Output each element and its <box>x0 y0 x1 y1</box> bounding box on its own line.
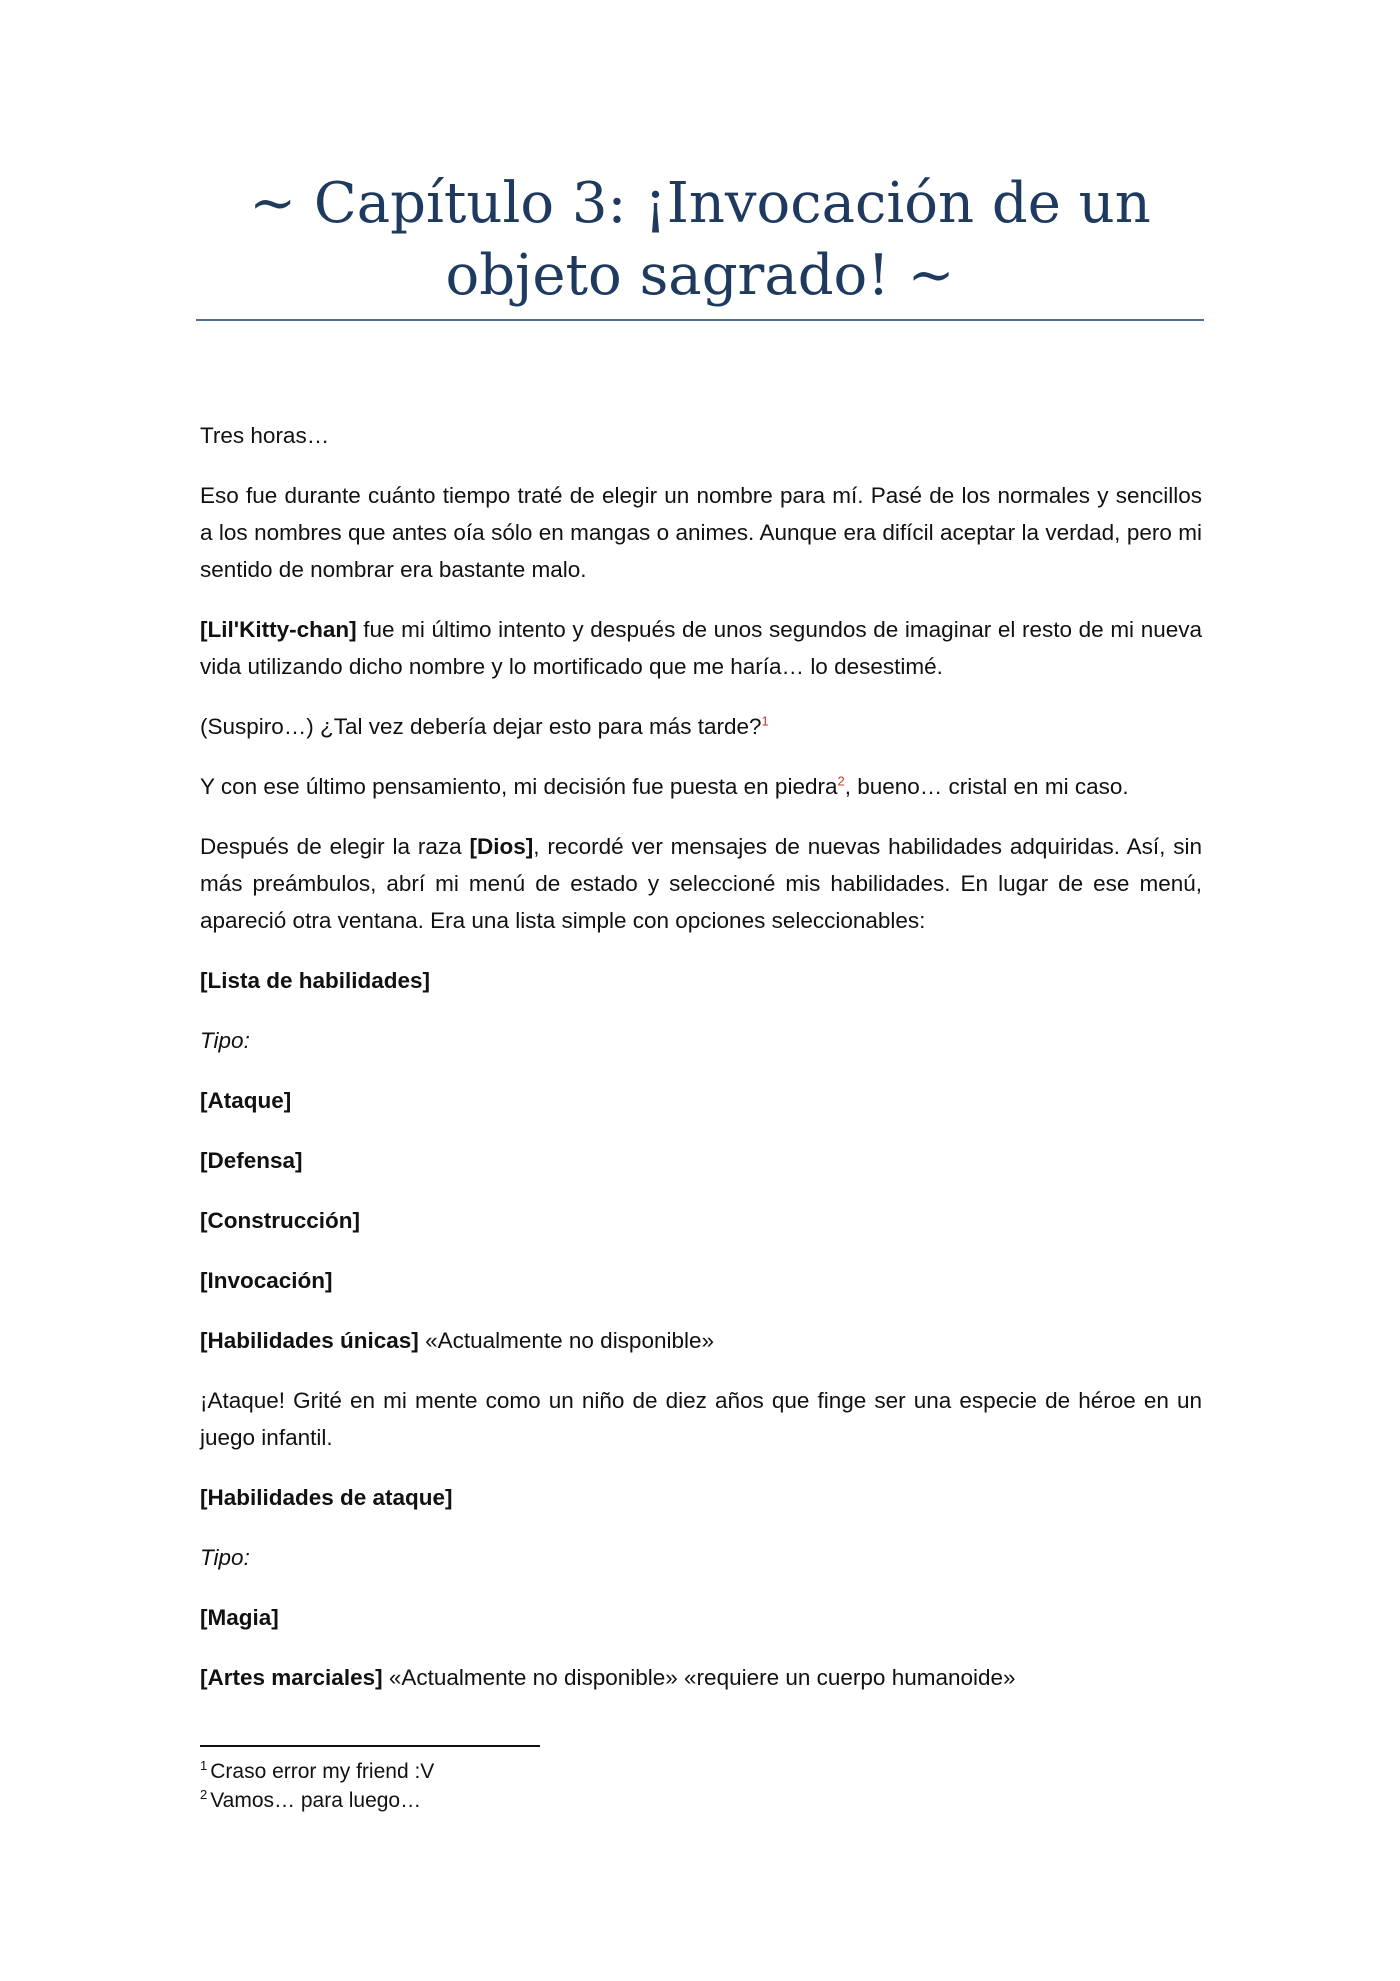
attack-option-martial-arts-label: [Artes marciales] <box>200 1665 383 1690</box>
footnote-ref-1[interactable]: 1 <box>761 713 769 729</box>
paragraph-4-text: (Suspiro…) ¿Tal vez debería dejar esto para más tarde? <box>200 714 762 739</box>
attack-option-martial-arts <box>200 1659 1202 1696</box>
footnote-1-number: 1 <box>200 1758 208 1773</box>
race-name-bold: [Dios] <box>469 834 534 859</box>
paragraph-5-text-b: , bueno… cristal en mi caso. <box>844 774 1129 799</box>
footnote-separator <box>200 1745 540 1747</box>
attack-option-magic: [Magia] <box>200 1605 279 1630</box>
chapter-title <box>196 168 1204 312</box>
footnote-ref-2[interactable]: 2 <box>837 773 845 789</box>
paragraph-1-text: Tres horas… <box>200 423 330 448</box>
attack-skills-type-label: Tipo: <box>200 1545 250 1570</box>
character-name-bold: [Lil'Kitty-chan] <box>200 617 357 642</box>
skill-option-attack: [Ataque] <box>200 1088 292 1113</box>
skill-option-unique-label: [Habilidades únicas] <box>200 1328 419 1353</box>
paragraph-3 <box>200 611 1202 685</box>
skill-option-defense: [Defensa] <box>200 1148 303 1173</box>
skill-option-summoning: [Invocación] <box>200 1268 333 1293</box>
attack-skills-header: [Habilidades de ataque] <box>200 1485 453 1510</box>
paragraph-1 <box>200 417 1202 454</box>
paragraph-7 <box>200 1382 1202 1456</box>
paragraph-2-text: Eso fue durante cuánto tiempo traté de elegir un nombre para mí. Pasé de los normales y sencillos a los nombres que antes oía sólo en mangas o animes. Aunque era difícil aceptar la verdad, pero mi sentido de nombrar era bastante malo. <box>200 483 1202 582</box>
skill-list-header: [Lista de habilidades] <box>200 968 431 993</box>
chapter-body <box>200 417 1202 1719</box>
attack-option-martial-arts-status: «Actualmente no disponible» «requiere un cuerpo humanoide» <box>382 1665 1016 1690</box>
paragraph-6 <box>200 828 1202 939</box>
footnote-2 <box>200 1786 1100 1815</box>
paragraph-3-text: fue mi último intento y después de unos segundos de imaginar el resto de mi nueva vida utilizando dicho nombre y lo mortificado que me haría… lo desestimé. <box>200 617 1202 679</box>
footnote-1 <box>200 1757 1100 1786</box>
paragraph-5 <box>200 768 1202 805</box>
footnote-1-text: Craso error my friend :V <box>210 1760 435 1783</box>
paragraph-7-text: ¡Ataque! Grité en mi mente como un niño de diez años que finge ser una especie de héroe en un juego infantil. <box>200 1388 1202 1450</box>
paragraph-6-text-a: Después de elegir la raza <box>200 834 470 859</box>
footnote-2-number: 2 <box>200 1787 208 1802</box>
paragraph-4 <box>200 708 1202 745</box>
chapter-title-line-1: ~ Capítulo 3: ¡Invocación de un <box>249 171 1151 236</box>
skill-list-type-label: Tipo: <box>200 1028 250 1053</box>
footnote-2-text: Vamos… para luego… <box>210 1789 422 1812</box>
footnotes <box>200 1757 1100 1815</box>
chapter-title-line-2: objeto sagrado! ~ <box>445 243 955 308</box>
paragraph-5-text-a: Y con ese último pensamiento, mi decisión fue puesta en piedra <box>200 774 838 799</box>
skill-option-construction: [Construcción] <box>200 1208 360 1233</box>
skill-option-unique-status: «Actualmente no disponible» <box>418 1328 715 1353</box>
skill-option-unique <box>200 1322 1202 1359</box>
title-underline <box>196 319 1204 321</box>
paragraph-2 <box>200 477 1202 588</box>
paragraph-6-text-b: , recordé ver mensajes de nuevas habilidades adquiridas. Así, sin más preámbulos, abrí mi menú de estado y seleccioné mis habilidades. En lugar de ese menú, apareció otra ventana. Era una lista simple con opciones seleccionables: <box>200 834 1202 933</box>
